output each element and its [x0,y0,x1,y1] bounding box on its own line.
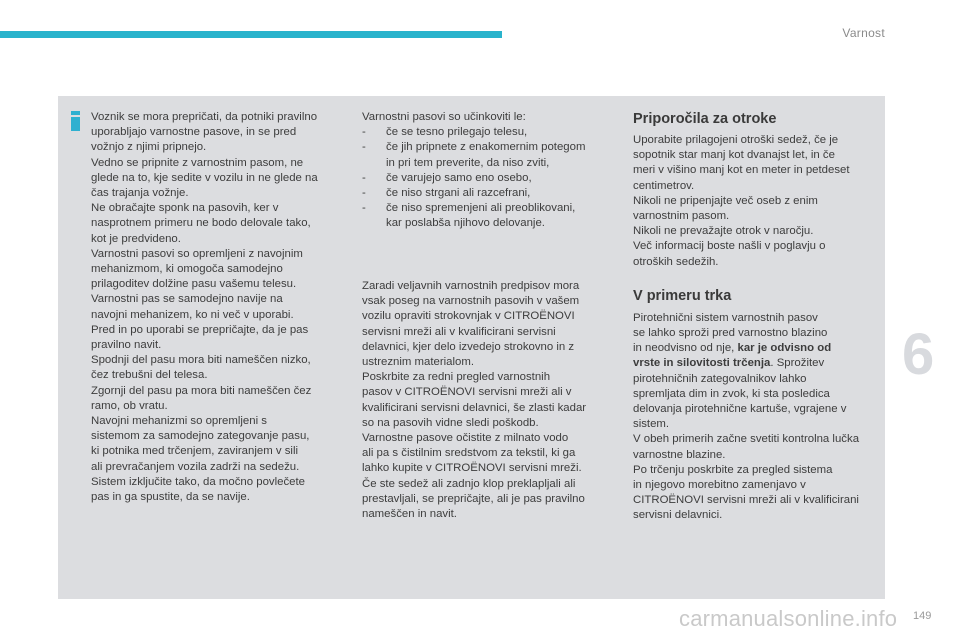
crash-text: Pirotehnični sistem varnostnih pasov se lahko sproži pred varnostno blazino in neodvisno od nje, kar je odvisno od vrste in silovitosti trčenja. Sprožitev pirotehničnih zategovalnikov lahko spremljata dim in zvok, ki sta posledica delovanja pirotehnične kartuše, vgrajene v sistem. V obeh primerih začne svetiti kontrolna lučka varnostne blazine. Po trčenju poskrbite za pregled sistema in njegovo morebitno zamenjavo v CITROËNOVI servisni mreži ali v kvalificirani servisni delavnici. [633,311,883,524]
children-recommendations-text [633,133,883,270]
text-line: Poskrbite za redni pregled varnostnih [362,371,551,384]
text-line: mehanizmom, ki omogoča samodejno [91,263,283,276]
list-intro: Varnostni pasovi so učinkoviti le: [362,111,526,123]
text-line: sopotnik star manj kot dvanajst let, in če [633,149,835,162]
text-line: varnostne blazine. [633,448,726,461]
info-icon [71,111,80,131]
text-line: V obeh primerih začne svetiti kontrolna lučka [633,433,860,446]
text-line: uporabljajo varnostne pasove, in se pred [91,126,297,139]
heading-children-recommendations: Priporočila za otroke [633,111,777,127]
text-line: so na pasovih vidne sledi poškodb. [362,416,539,429]
text-line: navojni mehanizem, ko ni več v uporabi. [91,308,294,321]
text-line: Če ste sedež ali zadnjo klop preklapljali ali [362,477,576,490]
text-line: prilagoditev dolžine pasu vašemu telesu. [91,278,297,291]
text-line: Pred in po uporabi se prepričajte, da je pas [91,323,309,336]
text-line: Sistem izključite tako, da močno povlečete [91,475,305,488]
text-line: ali pa s čistilnim sredstvom za tekstil, ki ga [362,447,576,460]
list-item: - če varujejo samo eno osebo, [362,171,532,184]
text-line: ustreznim materialom. [362,356,475,369]
text-line: centimetrov. [633,179,695,192]
text-line: servisni mreži ali v kvalificirani servisni [362,325,556,338]
text-line: ali prevračanjem vozila zadrži na sedežu. [91,460,300,473]
text-line: Zgornji del pasu pa mora biti nameščen čez [91,384,312,397]
text-line: Po trčenju poskrbite za pregled sistema [633,463,833,476]
list-item: - če niso strgani ali razcefrani, [362,187,531,200]
text-line: kot je predvideno. [91,232,181,245]
text-line: kvalificirani servisni delavnici, še zlasti kadar [362,401,587,414]
text-line: nasprotnem primeru ne bodo delovale tako, [91,217,311,230]
text-line: ki potnika med trčenjem, zaviranjem v sili [91,445,299,458]
text-line: Zaradi veljavnih varnostnih predpisov mora [362,280,580,292]
text-line: pasov v CITROËNOVI servisni mreži ali v [362,386,572,399]
text-line: varnostnim pasom. [633,210,730,223]
text-line: spremljata dim in zvok, ki sta posledica [633,387,830,400]
recommendations-column [633,110,883,524]
text-line: Navojni mehanizmi so opremljeni s [91,415,267,428]
page-number: 149 [913,610,932,622]
text-line: Voznik se mora prepričati, da potniki pravilno [91,111,318,123]
list-item: - če jih pripnete z enakomernim potegom [362,141,586,154]
text-line: lahko kupite v CITROËNOVI servisni mreži. [362,462,582,475]
section-title: Varnost [842,26,885,40]
text-line: pas in ga spustite, da se navije. [91,491,250,504]
chapter-number: 6 [902,322,935,387]
text-line: vsak poseg na varnostnih pasovih v vašem [362,295,580,308]
text-line: prestavljali, se prepričajte, ali je pas pravilno [362,492,585,505]
text-line: pravilno navit. [91,339,162,352]
text-line: Varnostni pasovi so opremljeni z navojnim [91,247,303,260]
text-line: delavnici, kjer delo izvedejo strokovno in z [362,340,575,353]
text-line: sistem. [633,418,670,431]
text-line: Varnostne pasove očistite z milnato vodo [362,432,569,445]
seatbelt-usage-text [91,110,349,505]
heading-in-case-of-crash: V primeru trka [633,287,732,304]
text-line: Spodnji del pasu mora biti nameščen nizko, [91,354,311,367]
text-line: delovanja pirotehnične kartuše, vgrajene v [633,403,847,416]
list-item: - če niso spremenjeni ali preoblikovani, [362,202,576,215]
text-line: ramo, ob vratu. [91,399,168,412]
text-line: Več informacij boste našli v poglavju o [633,240,826,253]
watermark: carmanualsonline.info [679,606,898,631]
text-line: Uporabite prilagojeni otroški sedež, če je [633,134,839,146]
text-line: glede na to, kje sedite v vozilu in ne glede na [91,171,318,184]
text-line: sistemom za samodejno zategovanje pasu, [91,430,310,443]
text-line: servisni delavnici. [633,509,723,522]
text-line: vožnjo z njimi pripnejo. [91,141,207,154]
text-line: Nikoli ne prevažajte otrok v naročju. [633,225,814,238]
text-line: Vedno se pripnite z varnostnim pasom, ne [91,156,304,169]
list-item: kar poslabša njihovo delovanje. [386,217,545,230]
text-line: in njegovo morebitno zamenjavo v [633,479,806,492]
list-item: - če se tesno prilegajo telesu, [362,126,528,139]
list-item: in pri tem preverite, da niso zviti, [386,156,550,169]
text-line: Ne obračajte sponk na pasovih, ker v [91,202,279,215]
text-line: Nikoli ne pripenjajte več oseb z enim [633,194,818,207]
text-line: vozilu opraviti strokovnjak v CITROËNOVI [362,310,575,323]
text-line: nameščen in navit. [362,508,457,521]
seatbelt-maintenance-text [362,279,612,522]
text-line: čas trajanja vožnje. [91,187,189,200]
header-accent-bar [0,31,502,38]
seatbelt-effectiveness-list [362,110,612,232]
text-line: čez trebušni del telesa. [91,369,208,382]
text-line: meri v višino manj kot en meter in petdeset [633,164,850,177]
text-line: otroških sedežih. [633,255,719,268]
text-line: CITROËNOVI servisni mreži ali v kvalificirani [633,494,859,507]
text-line: pirotehničnih zategovalnikov lahko [633,372,807,385]
text-line: Varnostni pas se samodejno navije na [91,293,283,306]
